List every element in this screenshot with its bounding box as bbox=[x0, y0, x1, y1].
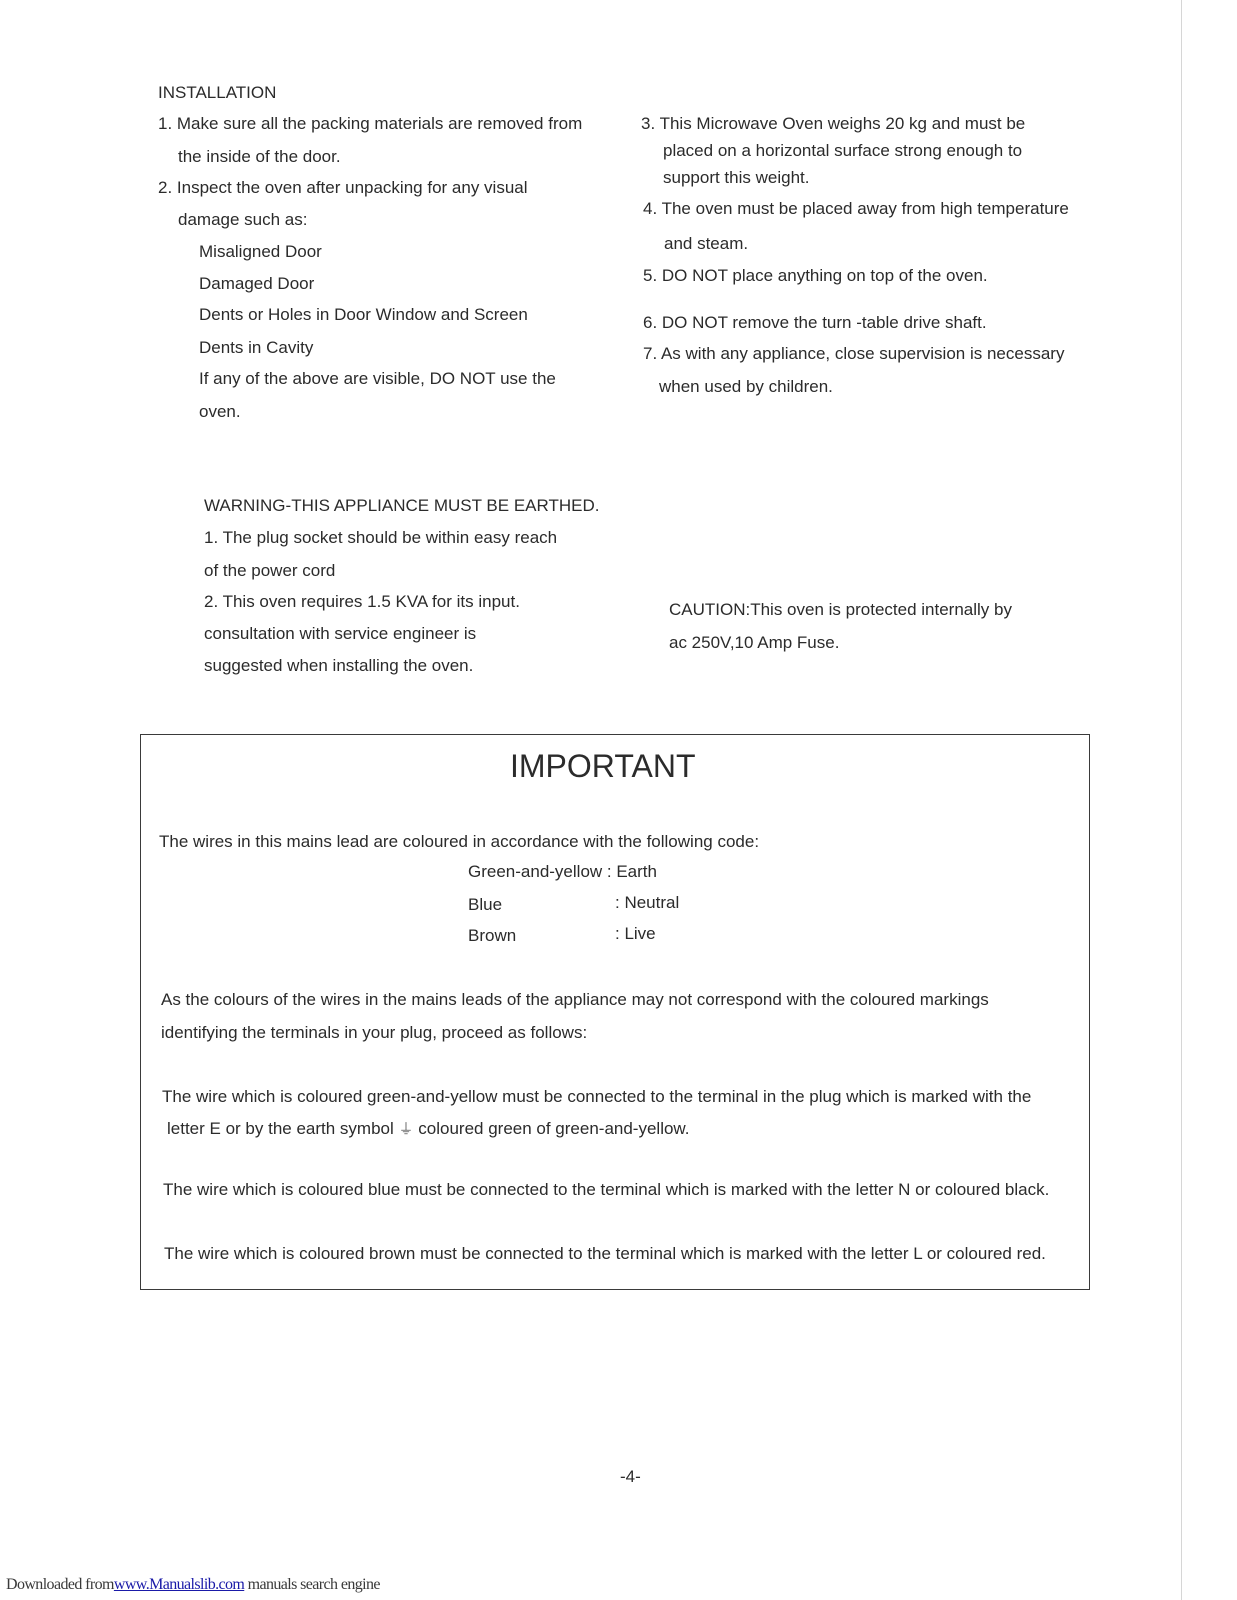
code-brown-value: : Live bbox=[615, 924, 656, 943]
caution-line-1: CAUTION:This oven is protected internally by bbox=[669, 600, 1012, 619]
warning-heading: WARNING-THIS APPLIANCE MUST BE EARTHED. bbox=[204, 496, 600, 515]
install-item-6: 6. DO NOT remove the turn -table drive shaft. bbox=[643, 313, 987, 332]
important-intro: The wires in this mains lead are coloured in accordance with the following code: bbox=[159, 832, 760, 851]
warning-line-2: of the power cord bbox=[204, 561, 336, 580]
page-number: -4- bbox=[620, 1467, 641, 1486]
footer-link[interactable]: www.Manualslib.com bbox=[113, 1576, 245, 1593]
para-2-text-b: coloured green of green-and-yellow. bbox=[418, 1119, 690, 1138]
install-item-2: 2. Inspect the oven after unpacking for any visual bbox=[158, 178, 528, 197]
install-item-3: 3. This Microwave Oven weighs 20 kg and must be bbox=[641, 114, 1026, 133]
important-box bbox=[140, 734, 1090, 1290]
code-blue-name: Blue bbox=[468, 895, 503, 914]
page-edge bbox=[1181, 0, 1182, 1600]
warning-line-4: consultation with service engineer is bbox=[204, 624, 477, 643]
footer-suffix: manuals search engine bbox=[244, 1576, 380, 1593]
damage-item-1: Misaligned Door bbox=[199, 242, 322, 261]
warning-line-3: 2. This oven requires 1.5 KVA for its input. bbox=[204, 592, 520, 611]
para-2-cont bbox=[167, 1119, 690, 1140]
damage-item-4: Dents in Cavity bbox=[199, 338, 314, 357]
warning-line-1: 1. The plug socket should be within easy reach bbox=[204, 528, 558, 547]
footer-prefix: Downloaded from bbox=[6, 1576, 114, 1593]
install-item-5: 5. DO NOT place anything on top of the oven. bbox=[643, 266, 988, 285]
install-item-7-cont: when used by children. bbox=[659, 377, 833, 396]
damage-item-2: Damaged Door bbox=[199, 274, 315, 293]
install-item-3-cont: placed on a horizontal surface strong enough to bbox=[663, 141, 1023, 160]
install-item-4-cont: and steam. bbox=[664, 234, 749, 253]
para-3: The wire which is coloured blue must be connected to the terminal which is marked with the letter N or coloured black. bbox=[163, 1180, 1050, 1199]
damage-item-3: Dents or Holes in Door Window and Screen bbox=[199, 305, 528, 324]
important-title: IMPORTANT bbox=[510, 748, 696, 784]
installation-heading: INSTALLATION bbox=[158, 83, 277, 102]
install-item-7: 7. As with any appliance, close supervision is necessary bbox=[643, 344, 1065, 363]
code-earth: Green-and-yellow : Earth bbox=[468, 862, 657, 881]
install-item-1-cont: the inside of the door. bbox=[178, 147, 341, 166]
caution-line-2: ac 250V,10 Amp Fuse. bbox=[669, 633, 840, 652]
install-item-1: 1. Make sure all the packing materials are removed from bbox=[158, 114, 583, 133]
code-brown-name: Brown bbox=[468, 926, 517, 945]
code-blue-value: : Neutral bbox=[615, 893, 680, 912]
install-item-2-cont: damage such as: bbox=[178, 210, 308, 229]
footer bbox=[6, 1576, 380, 1594]
visible-note: If any of the above are visible, DO NOT use the bbox=[199, 369, 556, 388]
para-1: As the colours of the wires in the mains leads of the appliance may not correspond with the coloured markings bbox=[161, 990, 989, 1009]
visible-note-cont: oven. bbox=[199, 402, 241, 421]
install-item-3-cont2: support this weight. bbox=[663, 168, 810, 187]
warning-line-5: suggested when installing the oven. bbox=[204, 656, 474, 675]
para-1-cont: identifying the terminals in your plug, proceed as follows: bbox=[161, 1023, 588, 1042]
para-4: The wire which is coloured brown must be connected to the terminal which is marked with the letter L or coloured red. bbox=[164, 1244, 1046, 1263]
para-2: The wire which is coloured green-and-yellow must be connected to the terminal in the plug which is marked with the bbox=[162, 1087, 1032, 1106]
para-2-text-a: letter E or by the earth symbol bbox=[167, 1119, 394, 1138]
earth-symbol-icon: ⏚ bbox=[398, 1121, 414, 1138]
install-item-4: 4. The oven must be placed away from high temperature bbox=[643, 199, 1069, 218]
